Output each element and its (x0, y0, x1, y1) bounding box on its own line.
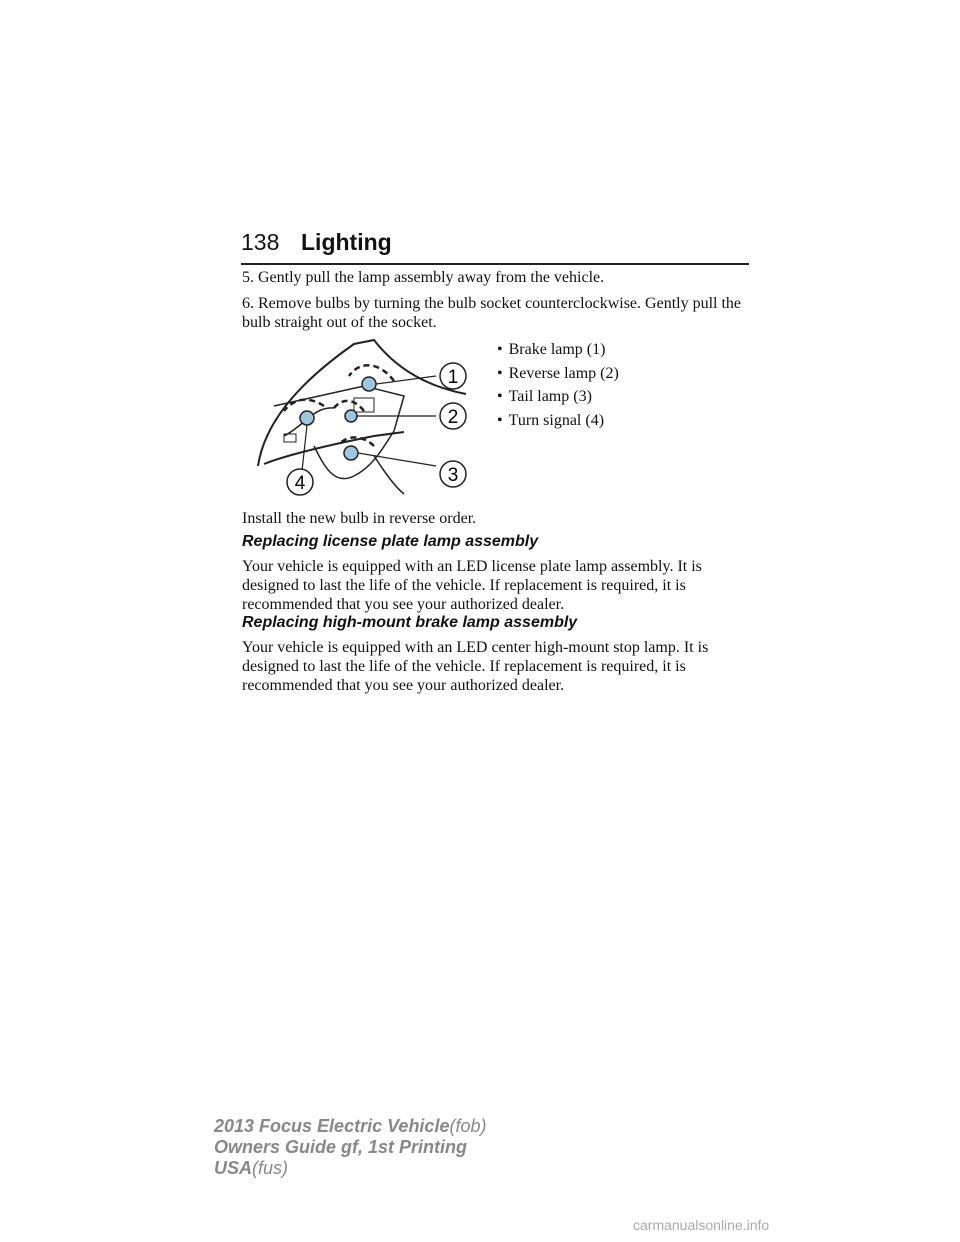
callout-3: 3 (447, 465, 459, 486)
page-header (241, 229, 749, 265)
license-plate-paragraph: Your vehicle is equipped with an LED license plate lamp assembly. It is designed to last the life of the vehicle. If replacement is required, it is recommended that you see your authorized dealer. (242, 558, 702, 613)
list-item: • Turn signal (4) (497, 409, 619, 433)
watermark: carmanualsonline.info (633, 1217, 770, 1233)
section-title: Lighting (301, 229, 392, 255)
footer-model: 2013 Focus Electric Vehicle (214, 1116, 450, 1136)
bulb-2 (345, 410, 357, 422)
footer-printing: Owners Guide gf, 1st Printing (214, 1137, 468, 1157)
page-number: 138 (241, 229, 280, 255)
list-item: • Brake lamp (1) (497, 338, 619, 362)
bulb-4 (300, 411, 314, 425)
footer-region-code: (fus) (252, 1158, 289, 1178)
install-text: Install the new bulb in reverse order. (242, 510, 477, 527)
footer-code: (fob) (449, 1116, 487, 1136)
bulb-1 (362, 377, 376, 391)
license-plate-heading: Replacing license plate lamp assembly (242, 533, 539, 550)
list-item: • Reverse lamp (2) (497, 362, 619, 386)
tail-lamp-bulb-diagram (254, 336, 476, 496)
page-footer (214, 1116, 486, 1179)
bulb-list (497, 338, 619, 432)
high-mount-heading: Replacing high-mount brake lamp assembly (242, 614, 578, 631)
step-5-text: 5. Gently pull the lamp assembly away from the vehicle. (242, 269, 605, 286)
step-6-text: 6. Remove bulbs by turning the bulb socket counterclockwise. Gently pull the bulb straight out of the socket. (242, 295, 742, 331)
callout-4: 4 (294, 473, 306, 494)
callout-1: 1 (447, 367, 459, 388)
list-item: • Tail lamp (3) (497, 385, 619, 409)
bulb-3 (344, 446, 358, 460)
high-mount-paragraph: Your vehicle is equipped with an LED center high-mount stop lamp. It is designed to last the life of the vehicle. If replacement is required, it is recommended that you see your authorized dealer. (242, 639, 709, 694)
footer-region: USA (214, 1158, 253, 1178)
callout-2: 2 (447, 407, 459, 428)
